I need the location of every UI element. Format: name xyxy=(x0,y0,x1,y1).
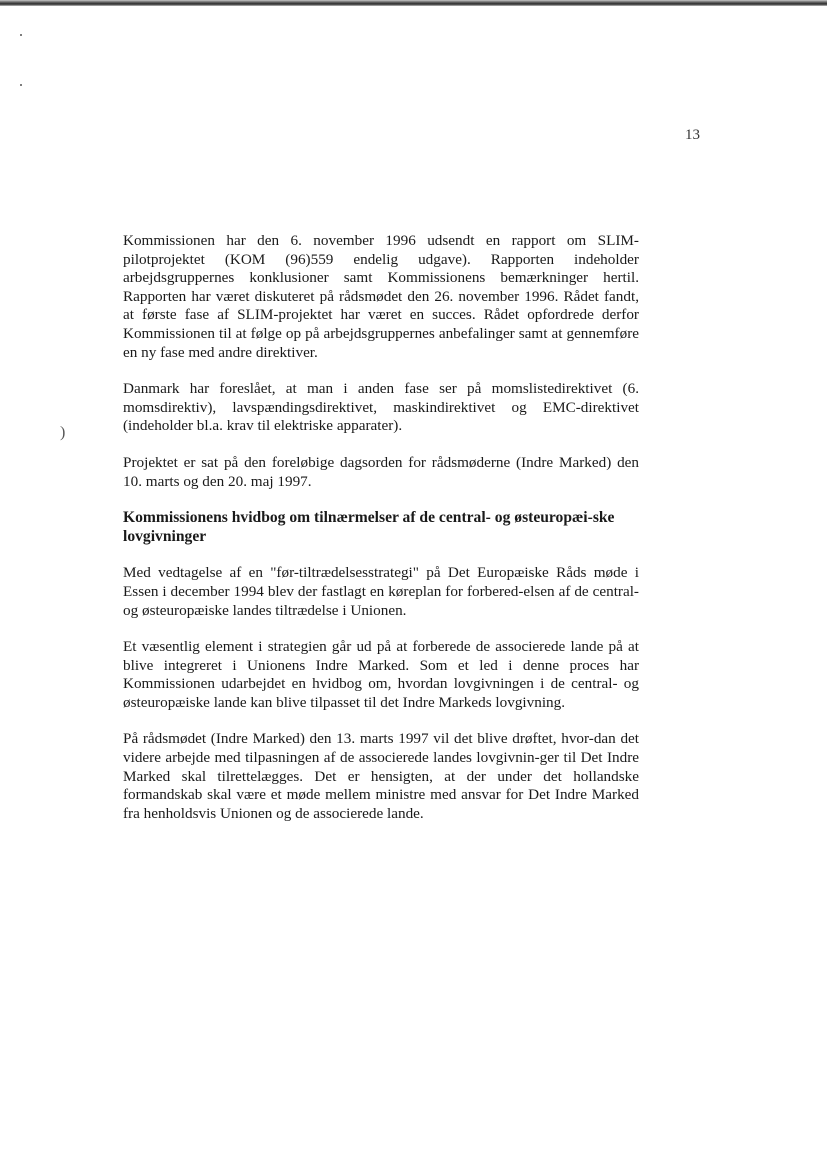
margin-bracket-mark: ) xyxy=(60,424,66,441)
document-body xyxy=(123,232,639,841)
paragraph-white-paper: Et væsentlig element i strategien går ud på at forberede de associerede lande på at blive integreret i Unionens Indre Marked. Som et led i denne proces har Kommissionen udarbejdet en hvidbog om, hvordan lovgivningen i de central- og østeuropæiske lande kan blive tilpasset til det Indre Markeds lovgivning. xyxy=(123,638,639,711)
paragraph-council-meeting: På rådsmødet (Indre Marked) den 13. marts 1997 vil det blive drøftet, hvor-dan det videre arbejde med tilpasningen af de associerede landes lovgivnin-ger til Det Indre Marked skal tilrettelægges. Det er hensigten, at der under det hollandske formandskab skal være et møde mellem ministre med ansvar for Det Indre Marked fra henholdsvis Unionen og de associerede lande. xyxy=(123,730,639,822)
paragraph-agenda: Projektet er sat på den foreløbige dagsorden for rådsmøderne (Indre Marked) den 10. marts og den 20. maj 1997. xyxy=(123,453,639,490)
paragraph-danish-proposal: Danmark har foreslået, at man i anden fase ser på momslistedirektivet (6. momsdirektiv), lavspændingsdirektivet, maskindirektivet og EMC-direktivet (indeholder bl.a. krav til elektriske apparater). xyxy=(123,380,639,435)
scan-top-border xyxy=(0,0,827,6)
scan-speck xyxy=(20,84,22,86)
page-number: 13 xyxy=(685,127,700,143)
paragraph-pre-accession-strategy: Med vedtagelse af en "før-tiltrædelsesstrategi" på Det Europæiske Råds møde i Essen i december 1994 blev der fastlagt en køreplan for forbered-elsen af de central- og østeuropæiske landes tiltrædelse i Unionen. xyxy=(123,564,639,619)
scan-speck xyxy=(20,34,22,36)
paragraph-slim-report: Kommissionen har den 6. november 1996 udsendt en rapport om SLIM-pilotprojektet (KOM (96)559 endelig udgave). Rapporten indeholder arbejdsgruppernes konklusioner samt Kommissionens bemærkninger hertil. Rapporten har været diskuteret på rådsmødet den 26. november 1996. Rådet fandt, at første fase af SLIM-projektet har været en succes. Rådet opfordrede derfor Kommissionen til at følge op på arbejdsgruppernes anbefalinger samt at gennemføre en ny fase med andre direktiver. xyxy=(123,232,639,361)
section-heading: Kommissionens hvidbog om tilnærmelser af de central- og østeuropæi-ske lovgivninger xyxy=(123,509,615,545)
